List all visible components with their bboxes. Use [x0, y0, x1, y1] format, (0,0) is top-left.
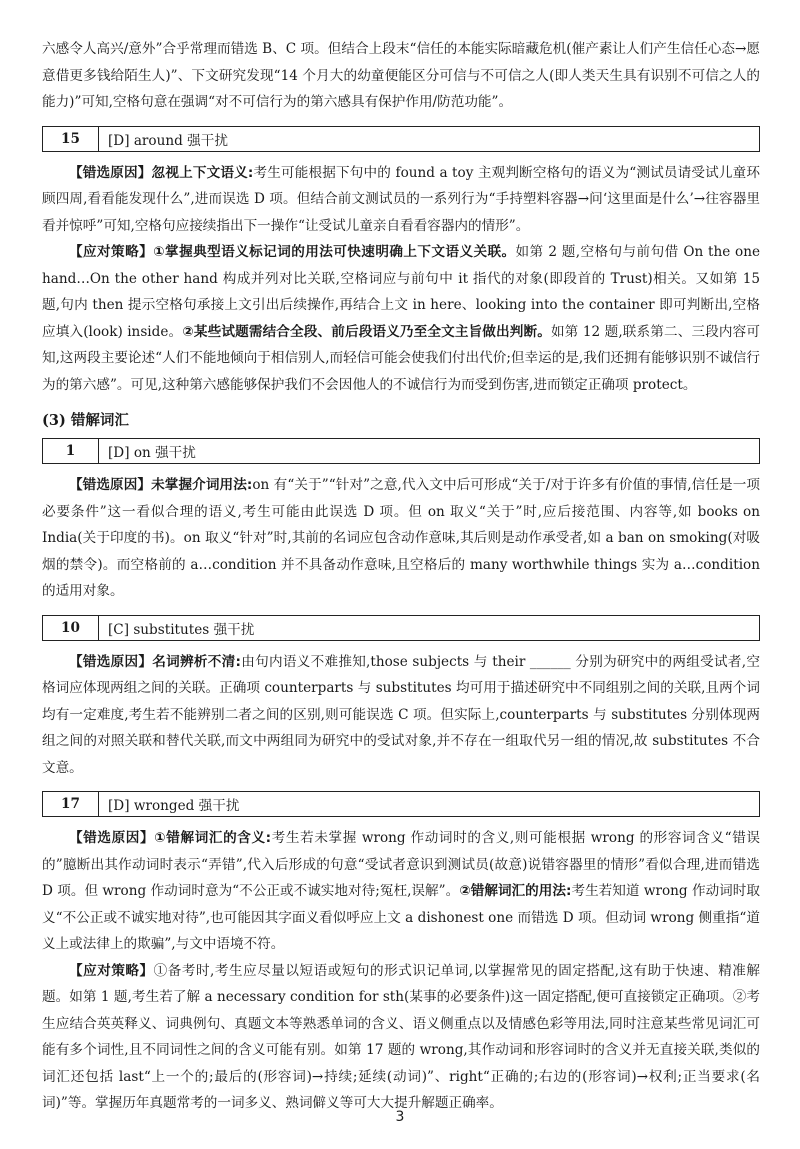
cause-paragraph-15: [42, 160, 760, 240]
question-number: 15: [43, 127, 99, 151]
cause-text: 考生若未掌握 wrong 作动词时的含义,则可能根据 wrong 的形容词含义“错误的”臆断出其作动词时表示“弄错”,代入后形成的句意“受试者意识到测试员(故意)说错容器里的情形”看似合理,进而错选 D 项。但 wrong 作动词时意为“不公正或不诚实地对待;冤枉,误解”。: [42, 830, 760, 899]
answer-row-10: [42, 615, 760, 641]
strategy-paragraph-15: [42, 239, 760, 398]
cause-tag: 【错选原因】名词辨析不清:: [69, 653, 241, 670]
cause-paragraph-17: [42, 825, 760, 958]
strategy-paragraph-17: [42, 958, 760, 1117]
section-heading: (3) 错解词汇: [42, 412, 129, 429]
wrong-option: [C] substitutes 强干扰: [108, 621, 255, 638]
question-number: 17: [43, 792, 99, 816]
cause-paragraph-1: [42, 472, 760, 605]
cause-text: 考生可能根据下句中的 found a toy 主观判断空格句的语义为“测试员请受试儿童环顾四周,看看能发现什么”,进而误选 D 项。但结合前文测试员的一系列行为“手持塑料容器→问‘这里面是什么’→往容器里看并惊呼”可知,空格句应接续指出下一操作“让受试儿童亲自看看容器内的情形”。: [42, 164, 761, 234]
answer-row-1: [42, 438, 760, 464]
page-number: 3: [395, 1109, 405, 1125]
cause-tag-2: ②错解词汇的用法:: [459, 883, 572, 899]
strategy-tag: 【应对策略】: [69, 962, 154, 979]
answer-row-17: [42, 791, 760, 817]
wrong-option: [D] around 强干扰: [108, 132, 228, 149]
cause-text-2: 考生若知道 wrong 作动词时取义“不公正或不诚实地对待”,也可能因其字面义看似呼应上文 a dishonest one 而错选 D 项。但动词 wrong 侧重指“道义上或法律上的欺骗”,与文中语境不符。: [42, 883, 760, 952]
cause-tag: 【错选原因】忽视上下文语义:: [69, 164, 254, 181]
cause-text: on 有“关于”“针对”之意,代入文中后可形成“关于/对于许多有价值的事情,信任是一项必要条件”这一看似合理的语义,考生可能由此误选 D 项。但 on 取义“关于”时,应后接范围、内容等,如 books on India(关于印度的书)。on 取义“针对”时,其前的名词应包含动作意味,其后则是动作承受者,如 a ban on smoking(对吸烟的禁令)。而空格前的 a…condition 并不具备动作意味,且空格后的 many worthwhile things 实为 a…condition 的适用对象。: [42, 477, 760, 599]
strategy-tag: 【应对策略】①掌握典型语义标记词的用法可快速明确上下文语义关联。: [69, 244, 516, 260]
strategy-text-2: 如第 12 题,联系第二、三段内容可知,这两段主要论述“人们不能地倾向于相信别人,而轻信可能会使我们付出代价;但幸运的是,我们还拥有能够识别不诚信行为的第六感”。可见,这种第六感能够保护我们不会因他人的不诚信行为而受到伤害,进而锁定正确项 protect。: [42, 323, 760, 393]
strategy-tag-2: ②某些试题需结合全段、前后段语义乃至全文主旨做出判断。: [182, 323, 551, 340]
cause-text: 由句内语义不难推知,those subjects 与 their ______ 分别为研究中的两组受试者,空格词应体现两组之间的关联。正确项 counterparts 与 substitutes 均可用于描述研究中不同组别之间的关联,且两个词均有一定难度,考生若不能辨别二者之间的区别,则可能误选 C 项。但实际上,counterparts 与 substitutes 分别体现两组之间的对照关联和替代关联,而文中两组同为研究中的受试对象,并不存在一组取代另一组的情况,故 substitutes 不合文意。: [42, 653, 760, 776]
question-number: 1: [43, 439, 99, 463]
answer-row-15: [42, 126, 760, 152]
strategy-text: ①备考时,考生应尽量以短语或短句的形式识记单词,以掌握常见的固定搭配,这有助于快速、精准解题。如第 1 题,考生若了解 a necessary condition for sth(某事的必要条件)这一固定搭配,便可直接锁定正确项。②考生应结合英英释义、词典例句、真题文本等熟悉单词的含义、语义侧重点以及情感色彩等用法,同时注意某些常见词汇可能有多个词性,且不同词性之间的含义可能有别。如第 17 题的 wrong,其作动词和形容词时的含义并无直接关联,类似的词汇还包括 last“上一个的;最后的(形容词)→持续;延续(动词)”、right“正确的;右边的(形容词)→权利;正当要求(名词)”等。掌握历年真题常考的一词多义、熟词僻义等可大大提升解题正确率。: [42, 962, 761, 1111]
intro-paragraph: 六感令人高兴/意外”合乎常理而错选 B、C 项。但结合上段末“信任的本能实际暗藏危机(催产素让人们产生信任心态→愿意借更多钱给陌生人)”、下文研究发现“14 个月大的幼童便能区分可信与不可信之人(即人类天生具有识别不可信之人的能力)”可知,空格句意在强调“对不可信行为的第六感具有保护作用/防范功能”。: [42, 41, 760, 110]
page-content: [42, 36, 760, 1117]
question-number: 10: [43, 616, 99, 640]
cause-paragraph-10: [42, 649, 760, 782]
cause-tag: 【错选原因】未掌握介词用法:: [69, 477, 253, 493]
wrong-option: [D] wronged 强干扰: [108, 798, 240, 814]
strategy-text: 如第 2 题,空格句与前句借 On the one hand…On the other hand 构成并列对比关联,空格词应与前句中 it 指代的对象(即段首的 Trust)相关。又如第 15 题,句内 then 提示空格句承接上文引出后续操作,再结合上文 in here、looking into the container 即可判断出,空格应填入(look) inside。: [42, 244, 760, 340]
wrong-option: [D] on 强干扰: [108, 445, 196, 461]
cause-tag: 【错选原因】①错解词汇的含义:: [69, 830, 272, 846]
